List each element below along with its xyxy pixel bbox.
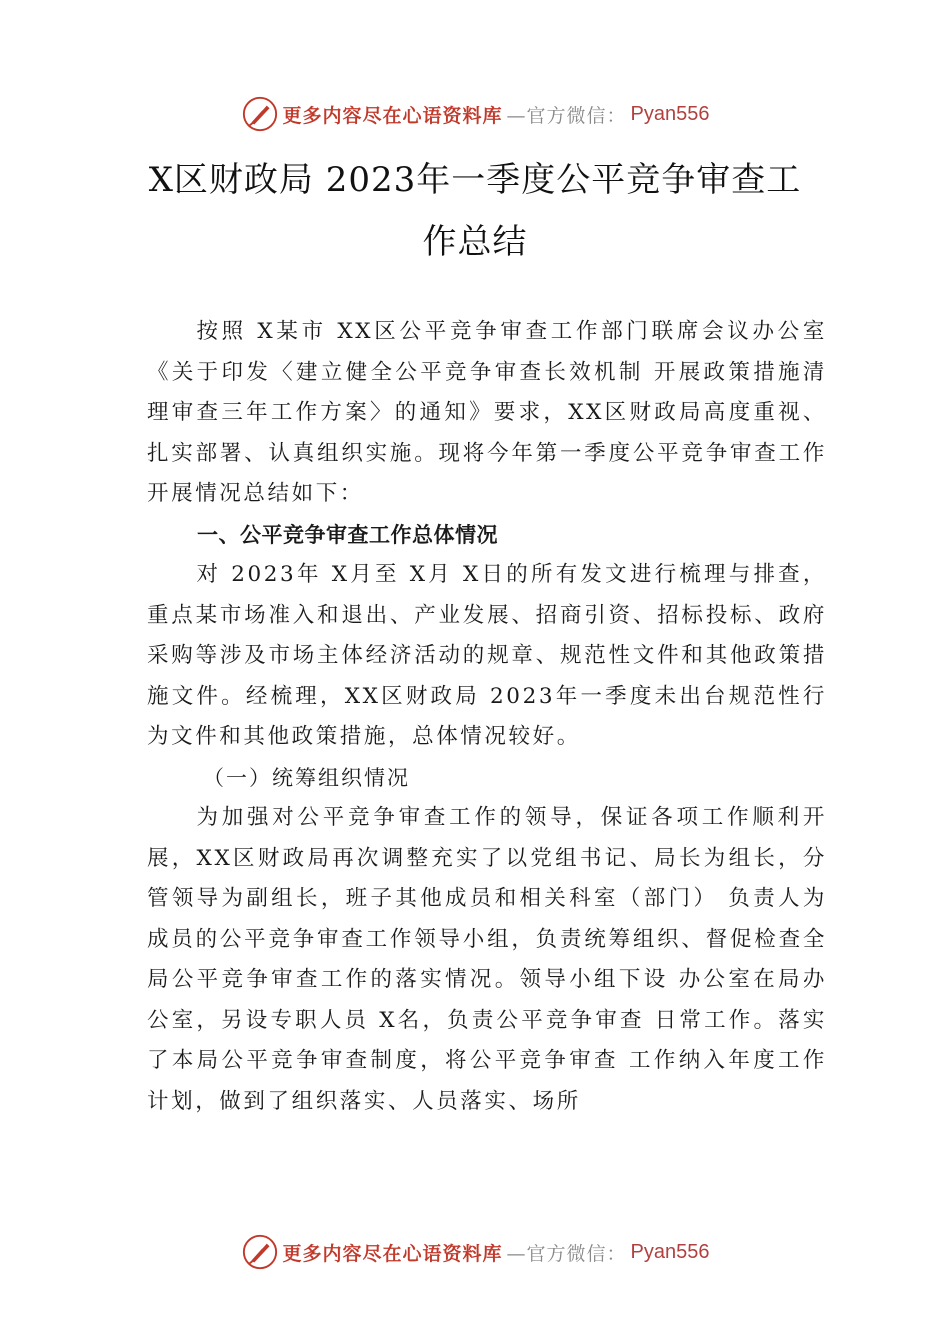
header-banner [0, 94, 950, 134]
subsection-paragraph: 为加强对公平竞争审查工作的领导，保证各项工作顺利开展，XX区财政局再次调整充实了以党组书记、局长为组长，分管领导为副组长，班子其他成员和相关科室（部门） 负责人为成员的公平竞争审查工作领导小组，负责统筹组织、督促检查全局公平竞争审查工作的落实情况。领导小组下设 办公室在局办公室，另设专职人员 X名，负责公平竞争审查 日常工作。落实了本局公平竞争审查制度，将公平竞争审查 工作纳入年度工作计划，做到了组织落实、人员落实、场所 [147, 805, 827, 1114]
banner-separator-text: —官方微信： [506, 104, 627, 127]
document-body [147, 312, 827, 1122]
banner-wechat-id: Pyan556 [630, 102, 710, 125]
quill-pen-icon [241, 1233, 279, 1271]
subsection-heading: （一）统筹组织情况 [203, 765, 410, 790]
document-title-line1: X区财政局 2023年一季度公平竞争审查工 [148, 160, 802, 200]
quill-pen-icon [241, 95, 279, 133]
banner-main-text: 更多内容尽在心语资料库 [282, 104, 503, 127]
footer-banner [0, 1232, 950, 1272]
document-title-line2: 作总结 [422, 222, 528, 262]
banner-separator-text: —官方微信： [506, 1242, 627, 1265]
intro-paragraph: 按照 X某市 XX区公平竞争审查工作部门联席会议办公室《关于印发〈建立健全公平竞争审查长效机制 开展政策措施清理审查三年工作方案〉的通知》要求，XX区财政局高度重视、扎实部署、认真组织实施。现将今年第一季度公平竞争审查工作开展情况总结如下： [147, 319, 827, 506]
banner-main-text: 更多内容尽在心语资料库 [282, 1242, 503, 1265]
banner-wechat-id: Pyan556 [630, 1240, 710, 1263]
section-paragraph: 对 2023年 X月至 X月 X日的所有发文进行梳理与排查，重点某市场准入和退出、产业发展、招商引资、招标投标、政府采购等涉及市场主体经济活动的规章、规范性文件和其他政策措施文件。经梳理，XX区财政局 2023年一季度未出台规范性行为文件和其他政策措施，总体情况较好。 [147, 562, 827, 749]
section-heading: 一、公平竞争审查工作总体情况 [197, 522, 498, 547]
